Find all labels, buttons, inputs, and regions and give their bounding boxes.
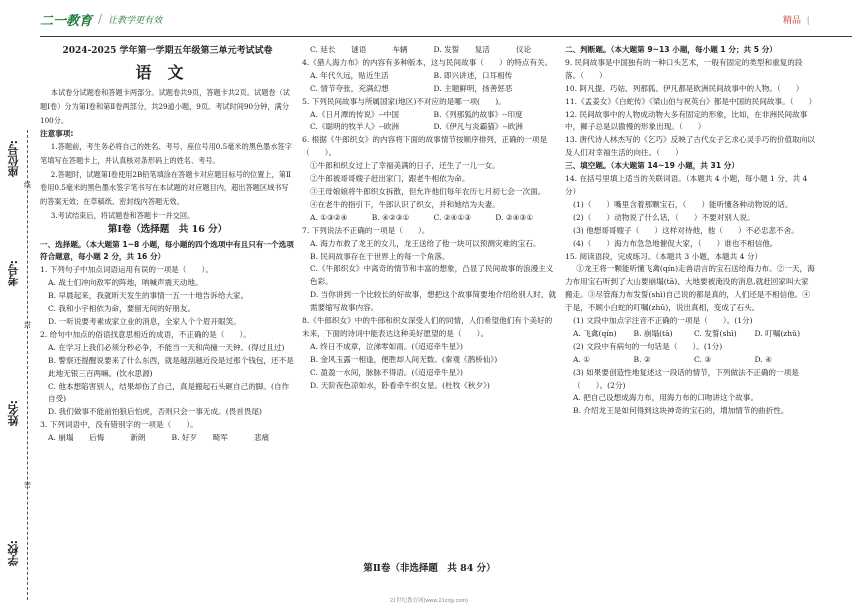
binding-strip bbox=[0, 40, 36, 608]
logo-divider: / bbox=[98, 12, 103, 26]
section2-heading: 二、判断题。（本大题第 9~13 小题，每小题 1 分；共 5 分） bbox=[565, 45, 777, 54]
header-divider bbox=[40, 36, 852, 37]
fill-item: (1)（ ）嘴里含着那颗宝石，（ ）能听懂各种动物说的话。 bbox=[573, 199, 793, 209]
option: C. 他本想陷害别人，结果却伤了自己，真是搬起石头砸自己的脚。(自作自受) bbox=[48, 381, 290, 404]
option-row bbox=[302, 109, 557, 122]
brand-logo bbox=[40, 8, 162, 30]
option: B. 即兴讲述，口耳相传 bbox=[433, 70, 513, 80]
question-2: 2. 给句中加点的俗语找意思相近的成语，不正确的是（ ）。 bbox=[40, 329, 251, 339]
option: 悲痛 bbox=[253, 433, 270, 443]
option: B.《列那狐的故事》--印度 bbox=[433, 109, 523, 119]
question-1: 1. 下列句子中加点词语运用有误的一项是（ ）。 bbox=[40, 265, 213, 275]
notice-item: 3.考试结束后，将试题卷和答题卡一并交回。 bbox=[50, 210, 195, 220]
question-4: 4.《猎人海力布》的内容有多种版本，这与民间故事（ ）的特点有关。 bbox=[302, 57, 553, 67]
subject-title: 语文 bbox=[135, 63, 200, 83]
sub-question: (1) 文段中加点字注音不正确的一项是（ ）。(1分) bbox=[573, 316, 753, 326]
option: C. 延长 bbox=[310, 45, 336, 54]
option: B. 崩塌(tā) bbox=[633, 328, 673, 338]
option: B. ② bbox=[633, 354, 651, 364]
option: B. ④②③① bbox=[371, 212, 410, 222]
option: D. ②④③① bbox=[495, 212, 534, 222]
exam-title: 2024-2025 学年第一学期五年级第三单元考试试卷 bbox=[62, 46, 273, 56]
option: A.《日月潭的传说》--中国 bbox=[310, 109, 399, 119]
question-7: 7. 下列说法不正确的一项是（ ）。 bbox=[302, 225, 430, 235]
option: B. 金风玉露一相逢，便胜却人间无数。(秦观《鹊桥仙》) bbox=[310, 354, 498, 364]
part2-heading: 第Ⅱ卷（非选择题 共 84 分） bbox=[363, 563, 496, 574]
option: C. ②④①③ bbox=[433, 212, 472, 222]
option: D. 叮嘱(zhǔ) bbox=[754, 328, 801, 338]
question-3: 3. 下列词语中，没有错别字的一项是（ ）。 bbox=[40, 420, 198, 430]
option-row bbox=[565, 354, 815, 367]
option: D. ④ bbox=[754, 354, 772, 364]
option: 复活 bbox=[474, 45, 490, 54]
option-row bbox=[302, 70, 557, 83]
seal-tick-line: 线 bbox=[24, 181, 31, 189]
option-row bbox=[302, 83, 557, 96]
option: D. 发誓 bbox=[433, 45, 460, 54]
option: A. 终日不成章，泣涕零如雨。(《迢迢牵牛星》) bbox=[310, 341, 463, 351]
option: A. ①③②④ bbox=[310, 212, 348, 222]
option: D.《伊凡与炎霸猫》--欧洲 bbox=[433, 122, 523, 132]
seal-line bbox=[27, 130, 29, 600]
name-label: 姓名: bbox=[7, 400, 20, 427]
option: C. ③ bbox=[694, 354, 712, 364]
option: D. 当你讲到一个比较长的好故事，想把这个故事简要地介绍给别人时，就需要缩写故事内容。 bbox=[310, 290, 557, 313]
option: A. 飞禽(qín) bbox=[573, 328, 617, 338]
option: A. 在学习上我们必须分秒必争，不能当一天和尚撞一天钟。(得过且过) bbox=[48, 342, 285, 352]
section3-heading: 三、填空题。（本大题第 14~19 小题，共 31 分） bbox=[565, 161, 739, 171]
option-row bbox=[302, 212, 557, 225]
exam-no-label: 考号: bbox=[7, 260, 20, 287]
option: A. ① bbox=[573, 354, 591, 364]
fill-item: (2)（ ）动物说了什么话，（ ）不要对别人说。 bbox=[573, 212, 755, 222]
seat-label: 座位号: bbox=[7, 140, 20, 178]
judge-question: 11.《孟姜女》《白蛇传》《梁山伯与祝英台》都是中国的民间故事。（ ） bbox=[565, 96, 817, 106]
fill-item: (4)（ ）海力布急急地催促大家，（ ）谁也不相信他。 bbox=[573, 238, 778, 248]
plot-item: ②牛郎被哥哥嫂子赶出家门，跟老牛相依为命。 bbox=[310, 174, 470, 184]
option-row bbox=[565, 328, 815, 341]
notice-item: 2.答题时，试题第Ⅰ卷使用2B铅笔填涂在答题卡对应题目标号的位置上，第Ⅱ卷用0.5毫米的黑色墨水签字笔书写在本试题的对应题目内，超出答题区域书写的答案无效；在草稿纸、密封线内答题无效。 bbox=[40, 169, 291, 207]
fill-item: (3) 他想哥哥嫂子（ ）这样对待他，他（ ）不必忠悲不舍。 bbox=[573, 225, 799, 235]
plot-item: ①牛郎和织女过上了幸福美满的日子，还生了一儿一女。 bbox=[310, 161, 500, 171]
option: B. 警察还提醒说要来了什么东西，就是越刮越近没是过那个钱包，还不是此地无银三百两嘛。(饮水思源) bbox=[48, 355, 294, 378]
plot-item: ③王母娘娘将牛郎织女拆散，但允许他们每年农历七月初七会一次面。 bbox=[310, 186, 546, 196]
option: 后悔 bbox=[89, 433, 105, 443]
plot-item: ④在老牛的指引下，牛郎认识了织女，并和她结为夫妻。 bbox=[310, 199, 500, 209]
option: 畸军 bbox=[212, 433, 228, 443]
option: A. 崩塌 bbox=[48, 433, 74, 443]
option: D. 一听说要考素成家立业的消息，全家人个个眉开眼笑。 bbox=[48, 317, 241, 327]
option: 谜语 bbox=[351, 45, 367, 54]
option: B. 民间故事存在于世界上的每一个角落。 bbox=[310, 251, 450, 261]
judge-question: 13. 唐代诗人林杰写的《乞巧》反映了古代女子乞求心灵手巧的价值取向以及人们对幸福生活的向往。（ ） bbox=[565, 135, 815, 158]
option: B. 早晨起来，我就昕天发生的事情一五一十地告诉给大家。 bbox=[48, 291, 249, 301]
option: C. 发誓(shì) bbox=[694, 328, 737, 338]
option: 车辆 bbox=[392, 45, 408, 54]
judge-question: 9. 民间故事是中国独有的一种口头艺术，一般有固定的类型和重复的段落。（ ） bbox=[565, 57, 803, 80]
option: C.《牛郎织女》中离奇的情节和丰富的想象，凸显了民间故事的浪漫主义色彩。 bbox=[310, 264, 554, 287]
logo-text: 二一教育 bbox=[40, 12, 93, 28]
question-15: 15. 阅读语段，完成练习。（本题共 3 小题，本题共 4 分） bbox=[565, 251, 763, 261]
seal-tick-seal: 封 bbox=[24, 321, 31, 329]
sub-question: (2) 文段中有病句的一句话是（ ）。(1分) bbox=[573, 341, 723, 351]
option: B. 介绍龙王是如何得到这块神奇的宝石的，增加情节的曲折性。 bbox=[573, 406, 789, 416]
option: A. 战士们冲向敌军的阵地，呐喊声震天动地。 bbox=[48, 278, 203, 288]
option: 仪论 bbox=[515, 45, 532, 54]
option-row bbox=[302, 44, 557, 57]
seal-tick-secret: 密 bbox=[24, 481, 31, 489]
footer-source: 21世纪教育网(www.21cnjy.com) bbox=[390, 598, 468, 604]
option-row bbox=[40, 432, 295, 445]
option: C. 盈盈一水间，脉脉不得语。(《迢迢牵牛星》) bbox=[310, 367, 463, 377]
exam-intro: 本试卷分试题卷和答题卡两部分。试题卷共9页，答题卡共2页。试题卷（试题Ⅰ卷）分为第Ⅰ卷和第Ⅱ卷两部分，共29道小题，9页。考试时间90分钟，满分100分。 bbox=[40, 88, 290, 125]
column-2 bbox=[302, 44, 557, 392]
option: D. 主题鲜明，扬善惩恶 bbox=[433, 83, 513, 93]
option: C. 我和小宇相依为命，要留无间的好朋友。 bbox=[48, 304, 196, 314]
option: B. 好歹 bbox=[171, 433, 198, 443]
part1-heading: 第Ⅰ卷（选择题 共 16 分） bbox=[107, 224, 228, 236]
school-label: 学校: bbox=[7, 540, 20, 567]
judge-question: 10. 阿凡提、巧姑、列那狐、伊凡都是欧洲民间故事中的人物。（ ） bbox=[565, 83, 804, 93]
option-row bbox=[302, 121, 557, 134]
option: A. 海力布救了龙王的女儿，龙王送给了他一块可以预测灾难的宝石。 bbox=[310, 238, 541, 248]
option: A. 年代久远，贴近生活 bbox=[310, 70, 389, 80]
option: C. 情节夸张，充满幻想 bbox=[310, 83, 389, 93]
option: D. 天阶夜色凉如水，卧看牵牛织女星。(杜牧《秋夕》) bbox=[310, 380, 490, 390]
section1-heading: 一、选择题。（本大题第 1~8 小题，每小题的四个选项中有且只有一个选项符合题意，每小题 2 分，共 16 分） bbox=[40, 239, 294, 262]
option: C.《聪明的牧羊人》--欧洲 bbox=[310, 122, 400, 132]
option: D. 我们做事不能前怕狼后怕虎，否则只会一事无成。(畏首畏尾) bbox=[48, 407, 263, 417]
question-8: 8.《牛郎织女》中的牛郎和织女深受人们的同情，人们希望他们有个美好的未来，下面的诗词中能表达这种美好愿望的是（ ）。 bbox=[302, 316, 553, 338]
sub-question: (3) 如果要创造性地复述这一段话的情节，下列做法不正确的一项是（ ）。(2分) bbox=[573, 367, 799, 390]
notice-item: 1.答题前，考生务必将自己的姓名、考号、座位号用0.5毫米的黑色墨水签字笔填写在答题卡上，并认真核对条形码上的姓名、考号。 bbox=[40, 142, 292, 166]
question-14: 14. 在括号里填上适当的关联词语。（本题共 4 小题，每小题 1 分，共 4 分） bbox=[565, 174, 808, 196]
option: A. 把自己设想成海力布，用海力布的口吻讲这个故事。 bbox=[573, 393, 758, 403]
notice-title: 注意事项: bbox=[40, 128, 74, 138]
column-3 bbox=[565, 44, 815, 418]
logo-slogan: 让教学更有效 bbox=[108, 14, 163, 25]
question-6: 6. 根据《牛郎织女》的内容将下面的故事情节按顺序排列，正确的一项是（ ）。 bbox=[302, 135, 548, 158]
option: 新朗 bbox=[130, 433, 146, 443]
quality-badge: 精品 | bbox=[783, 13, 809, 26]
question-5: 5. 下列民间故事与所属国家(地区)不对应的是哪一项( )。 bbox=[302, 96, 506, 106]
judge-question: 12. 民间故事中的人物成动物大多有固定的形象，比如，在非洲民间故事中，狮子总是以傲慢的形象出现。（ ） bbox=[565, 109, 808, 132]
column-1 bbox=[40, 44, 295, 445]
reading-passage: ①龙王将一颗能听懂飞禽(qín)走兽语言的宝石送给海力布。②一天，海力布用宝石听到了大山要崩塌(tā)、大地要被淹没的消息,就赶回家叫大家搬走。③尽管海力布发誓(shì)自己说的都是真的，人们还是不相信他。④于是，不顾小白蛇的叮嘱(zhǔ)，说出真相，变成了石头。 bbox=[565, 264, 815, 313]
